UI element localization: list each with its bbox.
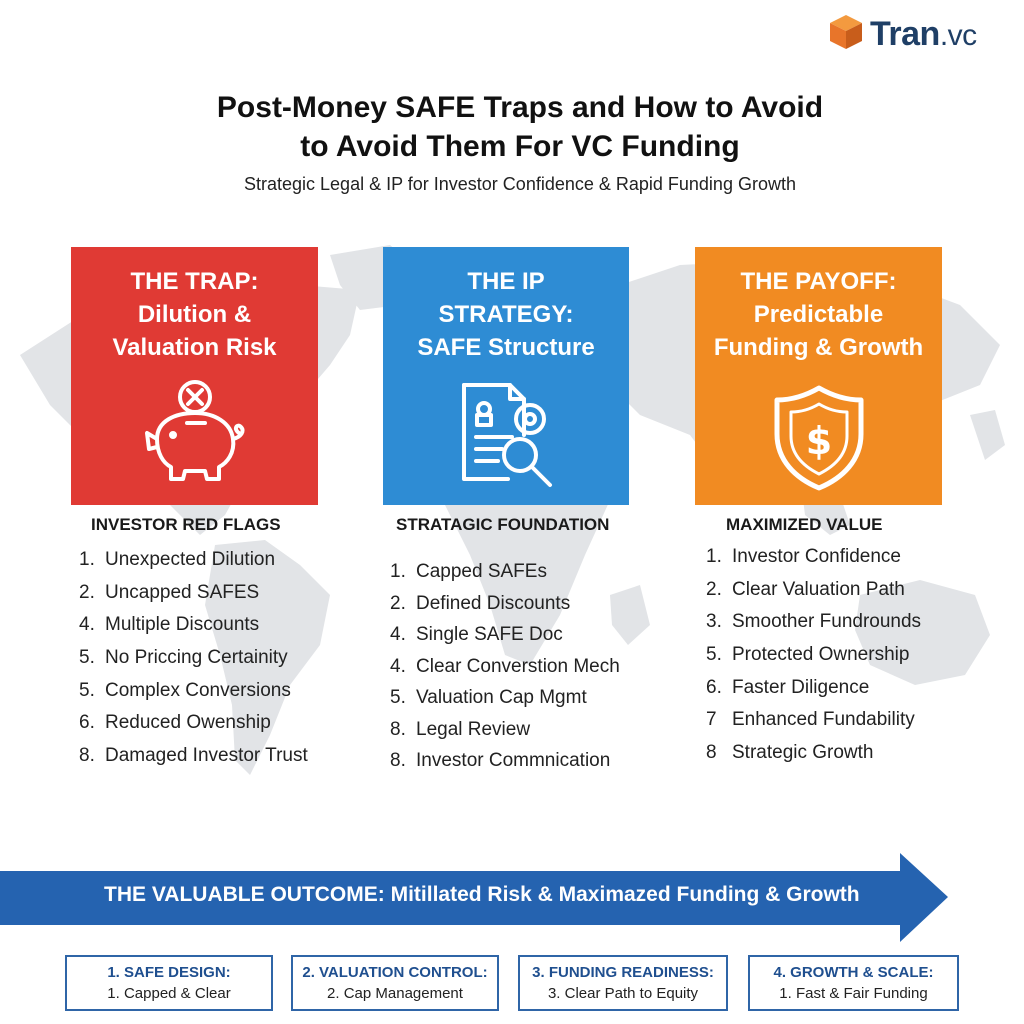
list-item-number: 3. <box>706 611 722 633</box>
list-item-number: 5. <box>706 644 722 666</box>
list-item-text: Valuation Cap Mgmt <box>416 687 587 708</box>
list-item-number: 8 <box>706 742 717 764</box>
list-item <box>79 745 308 778</box>
list-item-text: Strategic Growth <box>732 742 874 764</box>
list-item <box>79 647 308 680</box>
payoff-card-line-3: Funding & Growth <box>713 334 924 361</box>
list-item-text: Investor Confidence <box>732 546 901 567</box>
outcome-banner-text: THE VALUABLE OUTCOME: Mitillated Risk & Maximazed Funding & Growth <box>104 883 860 906</box>
list-item-number: 5. <box>79 679 95 701</box>
list-item-text: Investor Commnication <box>416 750 611 771</box>
list-item-text: Enhanced Fundability <box>732 709 915 731</box>
page-title-line-2: to Avoid Them For VC Funding <box>300 130 740 163</box>
payoff-card <box>695 247 942 505</box>
strategy-card <box>383 247 629 505</box>
logo-suffix: .vc <box>939 18 977 52</box>
page-subtitle: Strategic Legal & IP for Investor Confidence & Rapid Funding Growth <box>244 174 796 194</box>
piggy-bank-x-icon <box>135 377 255 492</box>
list-item-text: Defined Discounts <box>416 592 571 614</box>
list-item <box>706 579 921 612</box>
red-flags-list <box>79 549 308 778</box>
list-item-number: 7 <box>706 709 717 731</box>
list-item-text: Multiple Discounts <box>105 614 260 636</box>
list-item-number: 2. <box>390 592 406 614</box>
list-item <box>79 582 308 615</box>
cube-logo-icon <box>828 13 864 56</box>
step-subtitle: 1. Fast & Fair Funding <box>779 985 928 1002</box>
list-item <box>706 709 921 742</box>
tranvc-logo[interactable] <box>828 12 977 56</box>
list-item <box>390 687 620 719</box>
list-item-text: Uncapped SAFES <box>105 581 260 603</box>
trap-card-line-2: Dilution & <box>137 301 252 328</box>
page-title <box>160 88 880 166</box>
list-item-number: 1. <box>79 549 95 570</box>
list-item-text: Complex Conversions <box>105 679 291 701</box>
svg-text:$: $ <box>805 419 832 463</box>
list-item-text: Damaged Investor Trust <box>105 745 308 767</box>
list-item-number: 1. <box>706 546 722 567</box>
list-item-text: Clear Valuation Path <box>732 578 905 600</box>
step-subtitle: 2. Cap Management <box>327 985 463 1002</box>
value-list <box>706 546 921 775</box>
list-item-number: 4. <box>390 624 406 645</box>
list-item-number: 2. <box>706 578 722 600</box>
logo-wordmark <box>870 15 977 54</box>
logo-name: Tran <box>870 14 940 53</box>
step-box-safe-design <box>65 955 273 1011</box>
strategy-card-line-1: THE IP <box>467 268 545 295</box>
list-item <box>390 624 620 656</box>
list-item-number: 8. <box>390 750 406 771</box>
list-item-text: Legal Review <box>416 718 531 740</box>
list-item-text: Protected Ownership <box>732 644 910 666</box>
step-title: 3. FUNDING READINESS: <box>532 964 714 981</box>
payoff-card-line-1: THE PAYOFF: <box>740 268 897 295</box>
list-item-number: 6. <box>79 712 95 734</box>
step-title: 2. VALUATION CONTROL: <box>302 964 488 981</box>
list-item-text: Capped SAFEs <box>416 561 547 582</box>
list-item-number: 8. <box>390 718 406 740</box>
list-item-text: Unexpected Dilution <box>105 549 276 570</box>
list-item-text: Single SAFE Doc <box>416 624 563 645</box>
step-box-funding-readiness <box>518 955 728 1011</box>
foundation-heading: STRATAGIC FOUNDATION <box>396 515 610 534</box>
step-box-growth-scale <box>748 955 959 1011</box>
list-item-number: 4. <box>390 655 406 677</box>
list-item-text: Clear Converstion Mech <box>416 655 620 677</box>
list-item-number: 6. <box>706 676 722 698</box>
document-search-gear-icon <box>446 375 566 500</box>
payoff-card-line-2: Predictable <box>753 301 884 328</box>
list-item <box>706 546 921 579</box>
list-item <box>79 549 308 582</box>
list-item-number: 2. <box>79 581 95 603</box>
foundation-list <box>390 561 620 782</box>
step-subtitle: 3. Clear Path to Equity <box>547 985 699 1002</box>
list-item-number: 5. <box>390 687 406 708</box>
list-item-text: Reduced Owenship <box>105 712 271 734</box>
trap-card-line-3: Valuation Risk <box>112 334 277 361</box>
strategy-card-line-3: SAFE Structure <box>417 334 595 361</box>
list-item-text: Faster Diligence <box>732 676 870 698</box>
list-item <box>390 750 620 782</box>
list-item <box>706 611 921 644</box>
list-item <box>706 644 921 677</box>
list-item <box>390 719 620 751</box>
strategy-card-line-2: STRATEGY: <box>438 301 574 328</box>
step-box-valuation-control <box>291 955 499 1011</box>
list-item <box>79 614 308 647</box>
list-item <box>390 593 620 625</box>
list-item-number: 8. <box>79 745 95 767</box>
list-item <box>390 561 620 593</box>
list-item <box>390 656 620 688</box>
list-item-number: 4. <box>79 614 95 636</box>
shield-dollar-icon <box>769 382 869 497</box>
step-title: 4. GROWTH & SCALE: <box>773 964 934 981</box>
list-item-number: 1. <box>390 561 406 582</box>
list-item <box>79 712 308 745</box>
list-item <box>706 742 921 775</box>
page-title-line-1: Post-Money SAFE Traps and How to Avoid <box>216 91 824 124</box>
trap-card-line-1: THE TRAP: <box>130 268 259 295</box>
step-title: 1. SAFE DESIGN: <box>107 964 231 981</box>
list-item-text: Smoother Fundrounds <box>732 611 922 633</box>
red-flags-heading: INVESTOR RED FLAGS <box>91 515 281 534</box>
value-heading: MAXIMIZED VALUE <box>726 515 883 534</box>
step-subtitle: 1. Capped & Clear <box>107 985 231 1002</box>
list-item-text: No Priccing Certainity <box>105 647 288 669</box>
list-item <box>706 677 921 710</box>
list-item-number: 5. <box>79 647 95 669</box>
list-item <box>79 680 308 713</box>
trap-card <box>71 247 318 505</box>
